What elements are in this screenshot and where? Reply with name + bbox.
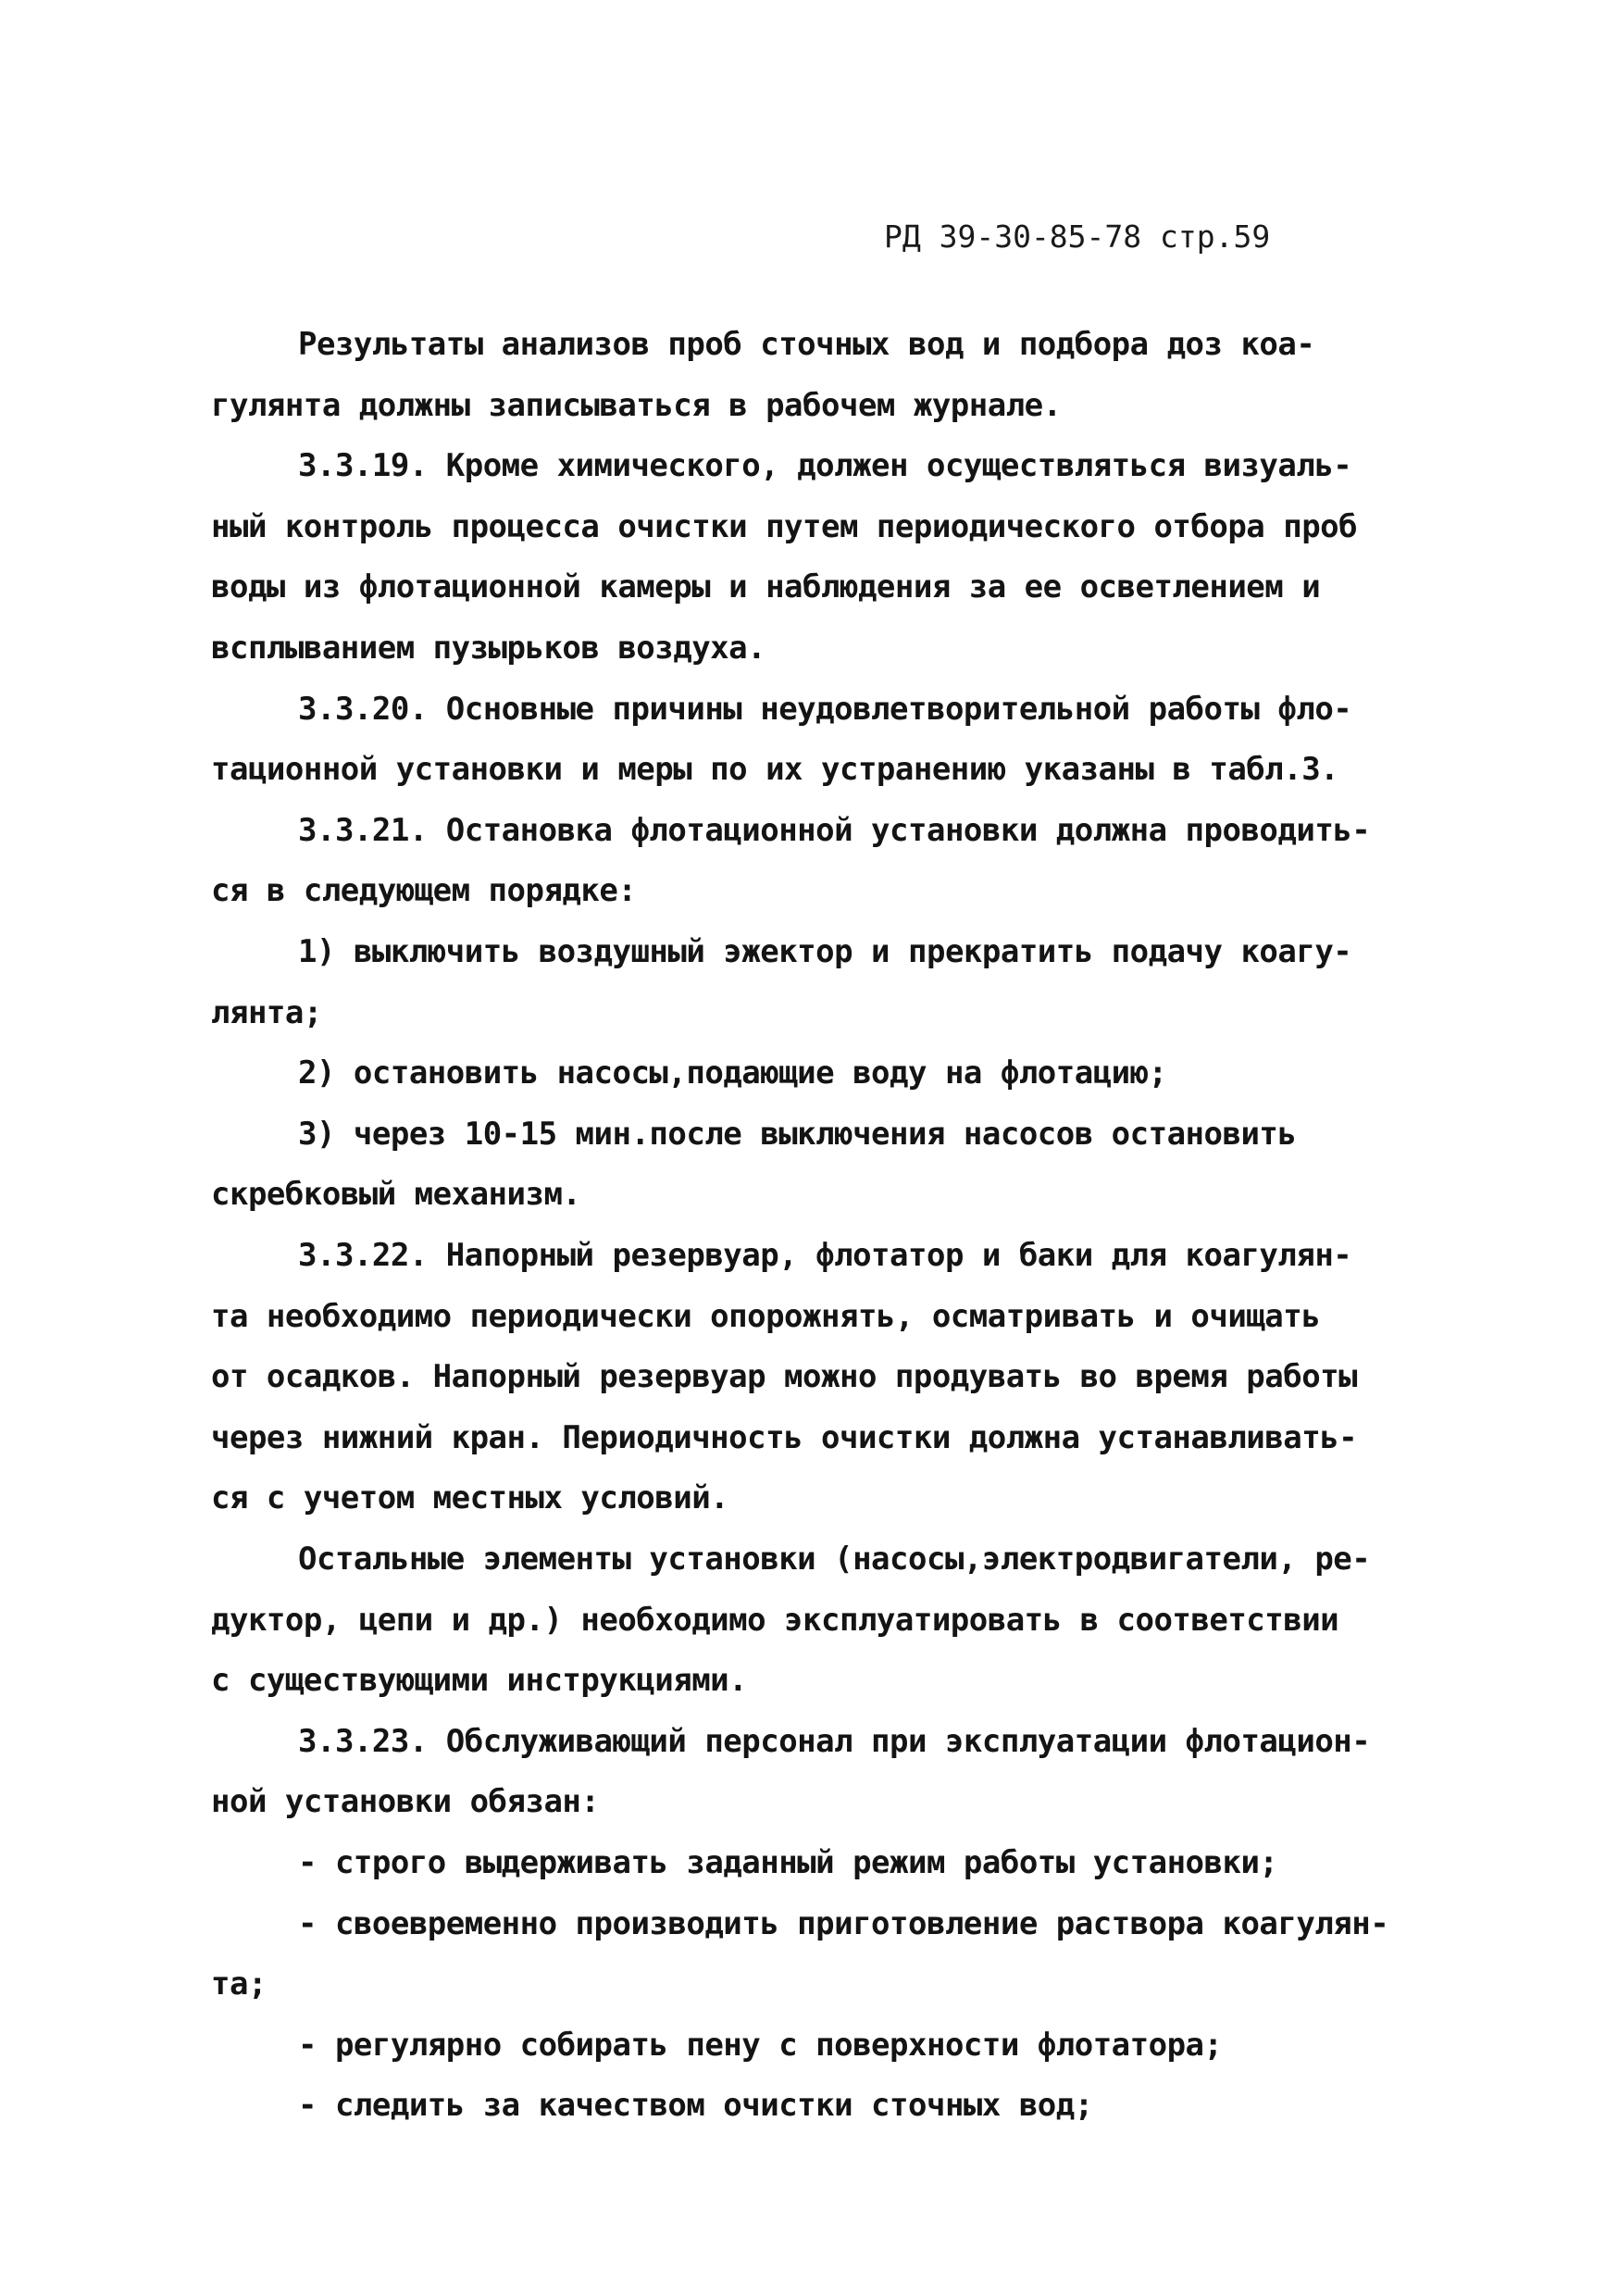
text-line: - следить за качеством очистки сточных вод; bbox=[298, 2087, 1093, 2124]
text-line: всплыванием пузырьков воздуха. bbox=[211, 630, 766, 667]
text-line: 3.3.20. Основные причины неудовлетворительной работы фло- bbox=[298, 691, 1352, 728]
text-line: 1) выключить воздушный эжектор и прекратить подачу коагу- bbox=[298, 933, 1352, 970]
text-line: Остальные элементы установки (насосы,электродвигатели, ре- bbox=[298, 1541, 1371, 1578]
text-line: 3.3.22. Напорный резервуар, флотатор и баки для коагулян- bbox=[298, 1237, 1352, 1274]
text-line: 3) через 10-15 мин.после выключения насосов остановить bbox=[298, 1116, 1297, 1153]
text-line: 3.3.19. Кроме химического, должен осуществляться визуаль- bbox=[298, 447, 1352, 484]
text-line: 3.3.21. Остановка флотационной установки должна проводить- bbox=[298, 812, 1371, 849]
text-line: воды из флотационной камеры и наблюдения за ее осветлением и bbox=[211, 568, 1321, 605]
text-line: гулянта должны записываться в рабочем журнале. bbox=[211, 387, 1062, 424]
text-line: - строго выдерживать заданный режим работы установки; bbox=[298, 1844, 1278, 1881]
text-line: ся в следующем порядке: bbox=[211, 872, 637, 909]
text-line: от осадков. Напорный резервуар можно продувать во время работы bbox=[211, 1358, 1358, 1395]
text-line: через нижний кран. Периодичность очистки должна устанавливать- bbox=[211, 1419, 1358, 1456]
text-line: скребковый механизм. bbox=[211, 1176, 581, 1213]
text-line: 3.3.23. Обслуживающий персонал при эксплуатации флотацион- bbox=[298, 1723, 1371, 1760]
text-line: ный контроль процесса очистки путем периодического отбора проб bbox=[211, 508, 1358, 545]
text-line: та необходимо периодически опорожнять, осматривать и очищать bbox=[211, 1298, 1321, 1335]
text-line: ной установки обязан: bbox=[211, 1783, 600, 1820]
text-line: с существующими инструкциями. bbox=[211, 1662, 748, 1699]
text-line: дуктор, цепи и др.) необходимо эксплуатировать в соответствии bbox=[211, 1602, 1339, 1639]
text-line: тационной установки и меры по их устранению указаны в табл.3. bbox=[211, 751, 1339, 788]
text-line: лянта; bbox=[211, 994, 322, 1031]
text-line: - своевременно производить приготовление раствора коагулян- bbox=[298, 1905, 1389, 1942]
text-line: та; bbox=[211, 1965, 267, 2003]
text-line: Результаты анализов проб сточных вод и подбора доз коа- bbox=[298, 326, 1315, 363]
page-header-doc-ref: РД 39-30-85-78 стр.59 bbox=[884, 218, 1271, 255]
text-line: 2) остановить насосы,подающие воду на флотацию; bbox=[298, 1054, 1167, 1092]
text-line: ся с учетом местных условий. bbox=[211, 1479, 729, 1516]
text-line: - регулярно собирать пену с поверхности флотатора; bbox=[298, 2027, 1223, 2064]
